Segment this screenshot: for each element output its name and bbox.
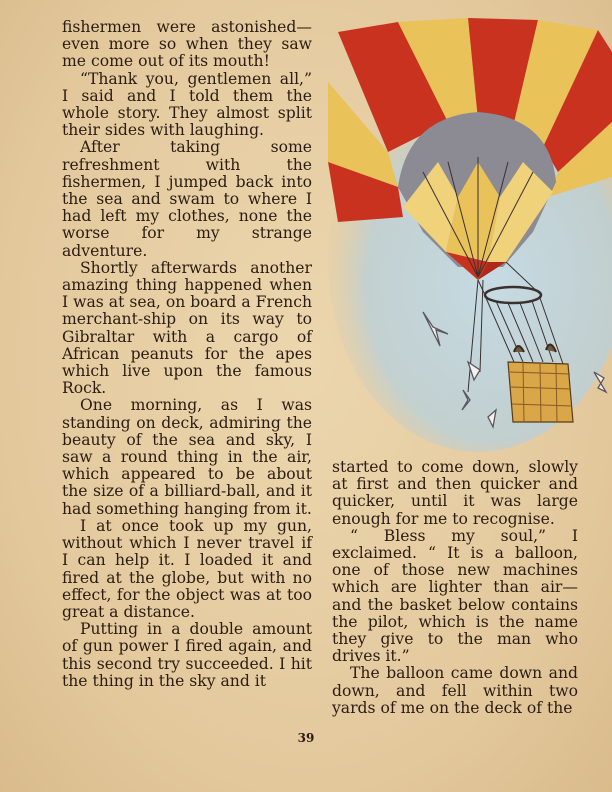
paragraph: After taking some refreshment with the fishermen, I jumped back into the sea and swam to where I had left my clothes, none the worse for my strange adventure. <box>62 138 312 260</box>
paragraph: started to come down, slowly at first and then quicker and quicker, until it was large enough for me to recognise. <box>332 458 578 528</box>
paragraph: Shortly afterwards another amazing thing happened when I was at sea, on board a French merchant-ship on its way to Gibraltar with a cargo of African peanuts for the apes which live upon the famous Rock. <box>62 258 312 398</box>
paragraph: Putting in a double amount of gun power I fired again, and this second try succeeded. I hit the thing in the sky and it <box>62 620 312 690</box>
paragraph: I at once took up my gun, without which I never travel if I can help it. I loaded it and fired at the globe, but with no effect, for the object was at too great a distance. <box>62 516 312 621</box>
paragraph: One morning, as I was standing on deck, admiring the beauty of the sea and sky, I saw a round thing in the air, which appeared to be about the size of a billiard-ball, and it had something hanging from it. <box>62 396 312 518</box>
paragraph: The balloon came down and down, and fell within two yards of me on the deck of the <box>332 664 578 717</box>
paragraph: “Thank you, gentlemen all,” I said and I told them the whole story. They almost split their sides with laughing. <box>62 69 312 140</box>
right-text-column <box>332 459 578 717</box>
left-text-column <box>62 19 312 690</box>
page-number: 39 <box>297 731 315 745</box>
paragraph: fishermen were astonished—even more so when they saw me come out of its mouth! <box>62 18 312 71</box>
balloon-illustration <box>328 12 612 452</box>
paragraph: “ Bless my soul,” I exclaimed. “ It is a balloon, one of those new machines which are lighter than air—and the basket below contains the pilot, which is the name they give to the man who drives it.” <box>332 526 578 666</box>
